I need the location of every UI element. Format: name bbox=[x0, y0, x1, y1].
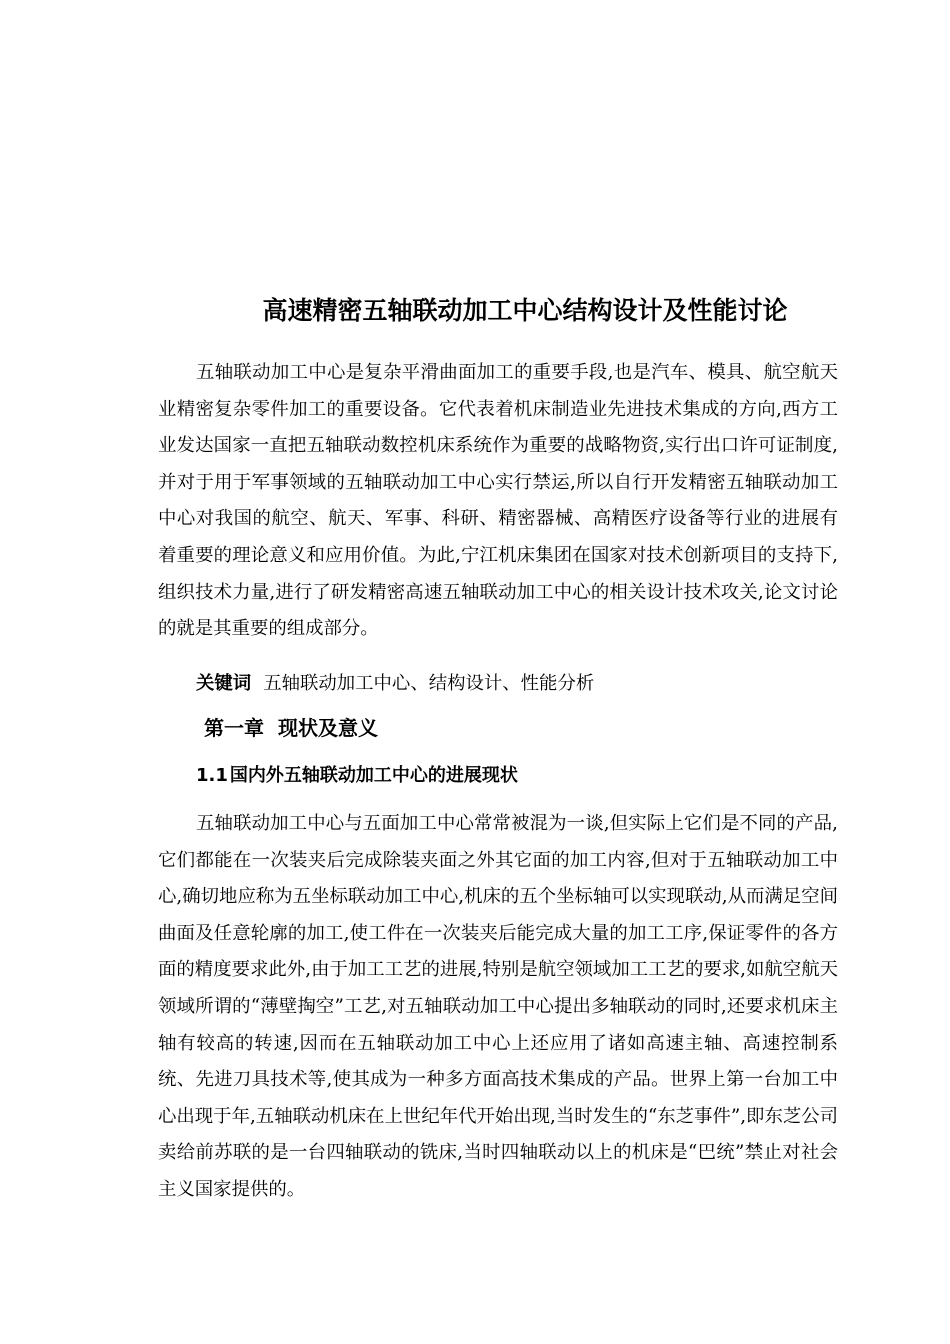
keywords-line bbox=[196, 666, 594, 702]
intro-paragraph: 五轴联动加工中心是复杂平滑曲面加工的重要手段,也是汽车、模具、航空航天业精密复杂零件加工的重要设备。它代表着机床制造业先进技术集成的方向,西方工业发达国家一直把五轴联动数控机床系统作为重要的战略物资,实行出口许可证制度,并对于用于军事领域的五轴联动加工中心实行禁运,所以自行开发精密五轴联动加工中心对我国的航空、航天、军事、科研、精密器械、高精医疗设备等行业的进展有着重要的理论意义和应用价值。为此,宁江机床集团在国家对技术创新项目的支持下,组织技术力量,进行了研发精密高速五轴联动加工中心的相关设计技术攻关,论文讨论的就是其重要的组成部分。 bbox=[158, 362, 838, 640]
chapter-heading bbox=[204, 710, 378, 746]
chapter-title: 现状及意义 bbox=[278, 716, 378, 740]
keywords-label: 关键词 bbox=[196, 673, 252, 694]
document-title: 高速精密五轴联动加工中心结构设计及性能讨论 bbox=[262, 296, 788, 325]
section-heading bbox=[196, 759, 518, 793]
section-title: 国内外五轴联动加工中心的进展现状 bbox=[229, 765, 518, 786]
chapter-number: 第一章 bbox=[204, 716, 264, 740]
section-paragraph: 五轴联动加工中心与五面加工中心常常被混为一谈,但实际上它们是不同的产品,它们都能在一次装夹后完成除装夹面之外其它面的加工内容,但对于五轴联动加工中心,确切地应称为五坐标联动加工中心,机床的五个坐标轴可以实现联动,从而满足空间曲面及任意轮廓的加工,使工件在一次装夹后能完成大量的加工工序,保证零件的各方面的精度要求此外,由于加工工艺的进展,特别是航空领域加工工艺的要求,如航空航天领域所谓的“薄壁掏空”工艺,对五轴联动加工中心提出多轴联动的同时,还要求机床主轴有较高的转速,因而在五轴联动加工中心上还应用了诸如高速主轴、高速控制系统、先进刀具技术等,使其成为一种多方面高技术集成的产品。世界上第一台加工中心出现于年,五轴联动机床在上世纪年代开始出现,当时发生的“东芝事件”,即东芝公司卖给前苏联的是一台四轴联动的铣床,当时四轴联动以上的机床是“巴统”禁止对社会主义国家提供的。 bbox=[158, 813, 839, 1200]
keywords-value: 五轴联动加工中心、结构设计、性能分析 bbox=[263, 673, 595, 694]
section-number: 1.1 bbox=[196, 765, 228, 786]
